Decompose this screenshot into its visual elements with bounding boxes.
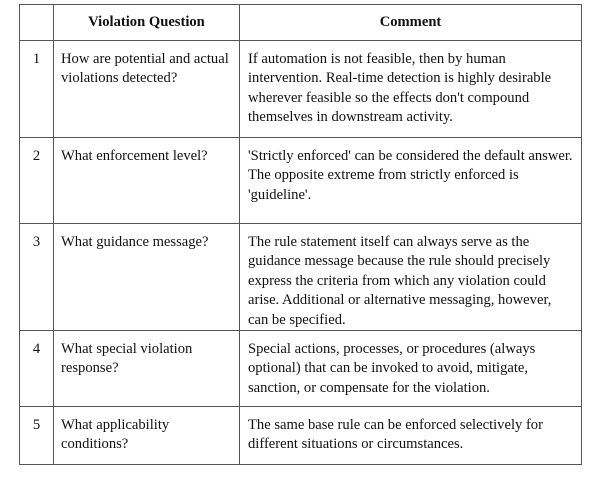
violation-question: What enforcement level? bbox=[54, 138, 240, 224]
table-row bbox=[20, 138, 582, 224]
comment: The same base rule can be enforced selectively for different situations or circumstances. bbox=[240, 407, 582, 465]
violation-question: What guidance message? bbox=[54, 224, 240, 331]
violation-questions-table bbox=[19, 4, 582, 465]
row-number: 4 bbox=[20, 331, 54, 407]
header-number bbox=[20, 5, 54, 41]
violation-question: How are potential and actual violations detected? bbox=[54, 41, 240, 138]
table-row bbox=[20, 331, 582, 407]
header-violation-question: Violation Question bbox=[54, 5, 240, 41]
row-number: 3 bbox=[20, 224, 54, 331]
row-number: 2 bbox=[20, 138, 54, 224]
row-number: 5 bbox=[20, 407, 54, 465]
comment: 'Strictly enforced' can be considered the default answer. The opposite extreme from strictly enforced is 'guideline'. bbox=[240, 138, 582, 224]
comment: The rule statement itself can always serve as the guidance message because the rule should precisely express the criteria from which any violation could arise. Additional or alternative messaging, however, can be specified. bbox=[240, 224, 582, 331]
header-row bbox=[20, 5, 582, 41]
table-row bbox=[20, 407, 582, 465]
comment: Special actions, processes, or procedures (always optional) that can be invoked to avoid, mitigate, sanction, or compensate for the violation. bbox=[240, 331, 582, 407]
table-row bbox=[20, 41, 582, 138]
violation-question: What special violation response? bbox=[54, 331, 240, 407]
row-number: 1 bbox=[20, 41, 54, 138]
comment: If automation is not feasible, then by human intervention. Real-time detection is highly desirable wherever feasible so the effects don't compound themselves in downstream activity. bbox=[240, 41, 582, 138]
violation-question: What applicability conditions? bbox=[54, 407, 240, 465]
header-comment: Comment bbox=[240, 5, 582, 41]
table-row bbox=[20, 224, 582, 331]
